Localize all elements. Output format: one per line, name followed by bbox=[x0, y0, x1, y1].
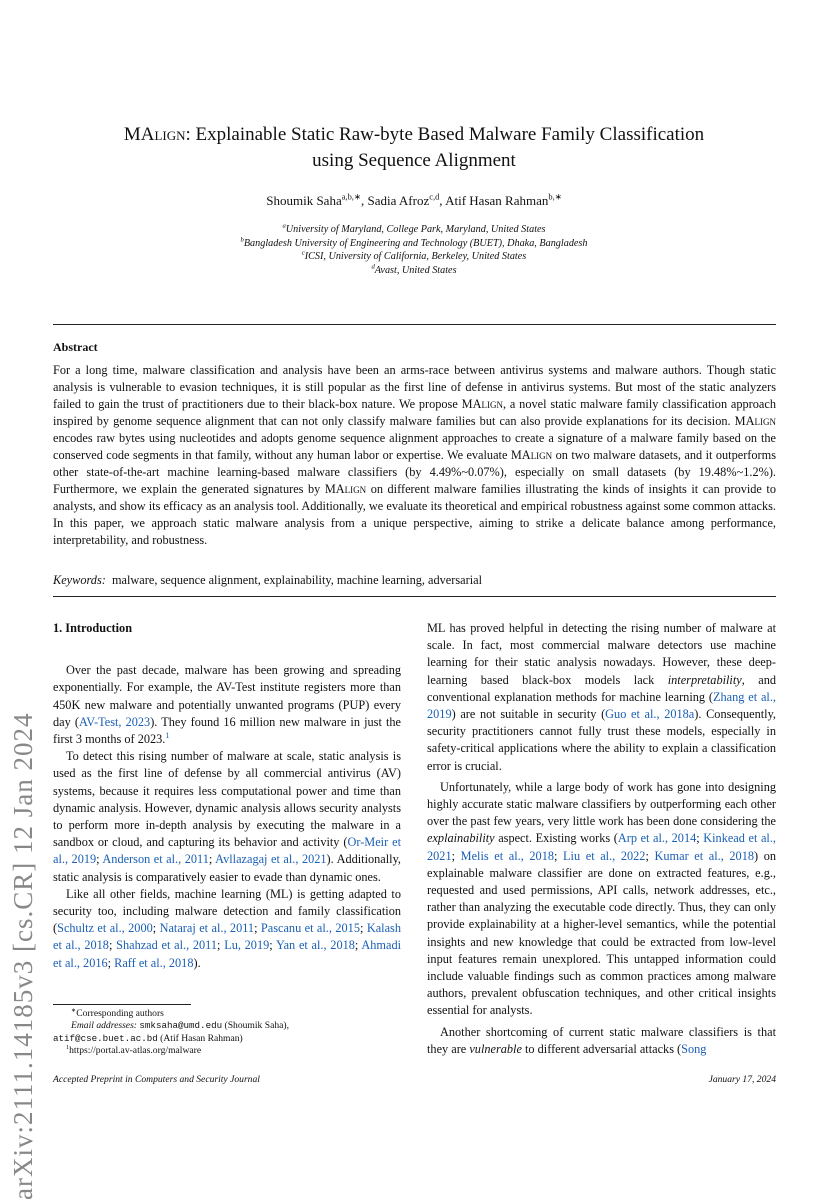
text-run: ). They found 16 million new malware in just the first 3 months of 2023. bbox=[53, 714, 401, 747]
footnote-mark: ∗ bbox=[71, 1006, 77, 1014]
header-divider bbox=[53, 324, 776, 325]
abstract-heading: Abstract bbox=[53, 340, 98, 354]
abstract-text bbox=[53, 362, 776, 549]
email-address[interactable]: smksaha@umd.edu bbox=[139, 1020, 223, 1032]
affiliation-line bbox=[60, 223, 768, 237]
malign-name: MA bbox=[324, 482, 345, 496]
affiliation-line bbox=[60, 237, 768, 251]
footnote-corresponding bbox=[53, 1008, 401, 1020]
text-run: aspect. Existing works ( bbox=[494, 831, 618, 846]
text-run: Another shortcoming of current static malware classifiers is that they are bbox=[427, 1024, 776, 1056]
affiliation-mark: d bbox=[371, 263, 375, 271]
author-affil-marks: c,d bbox=[429, 191, 440, 202]
citation-link[interactable]: Zhang et al., 2019 bbox=[427, 689, 776, 722]
malign-name-sc: lign bbox=[344, 482, 367, 496]
author-name: Shoumik Saha bbox=[266, 193, 342, 208]
affiliation-text: Bangladesh University of Engineering and Technology (BUET), Dhaka, Bangladesh bbox=[243, 237, 588, 249]
email-label: Email addresses: bbox=[71, 1020, 137, 1032]
footnote-mark: 1 bbox=[66, 1044, 70, 1052]
paper-title bbox=[60, 122, 768, 174]
text-run: ). bbox=[193, 955, 201, 970]
citation-link[interactable]: AV-Test, 2023 bbox=[78, 714, 151, 729]
citation-link[interactable]: Kalash et al., 2018 bbox=[53, 921, 401, 953]
citation-link[interactable]: Liu et al., 2022 bbox=[563, 848, 646, 863]
title-line1: : Explainable Static Raw-byte Based Malware Family Classification bbox=[185, 124, 705, 145]
malign-name: MA bbox=[734, 414, 755, 428]
citation-link[interactable]: Raff et al., 2018 bbox=[114, 955, 194, 970]
affiliation-mark: a bbox=[282, 222, 286, 230]
text-run: ) are not suitable in security ( bbox=[451, 707, 606, 722]
citation-link[interactable]: Anderson et al., 2011 bbox=[102, 852, 209, 867]
abstract-segment: on two malware datasets, and it outperforms other state-of-the-art machine learning-based malware classifiers (by 4.49%~0.07%), especially on small datasets (by 19.48%~1.2%). Furthermore, we explain the generated signatures by bbox=[53, 448, 776, 496]
left-column bbox=[53, 620, 401, 972]
text-run: To detect this rising number of malware at scale, static analysis is used as the first line of defense by all commercial antivirus (AV) systems, because it requires less computational power and time than dynamic analysis. However, dynamic analysis allows security analysts to perform more in-depth analysis by executing the malware in a sandbox or cloud, and capturing its behavior and activity ( bbox=[53, 749, 401, 850]
abstract-segment: on different malware families illustrating the kinds of insights it can provide to analysts, and show its efficacy as an analysis tool. Additionally, we evaluate its theoretical and empirical robustness against some common attacks. In this paper, we approach static malware analysis from a unique perspective, aiming to strike a delicate balance among performance, interpretability, and robustness. bbox=[53, 482, 776, 547]
keywords-line bbox=[53, 573, 482, 588]
citation-link[interactable]: Kumar et al., 2018 bbox=[654, 848, 754, 863]
author-affil-marks: a,b,∗ bbox=[341, 191, 361, 202]
citation-link[interactable]: Arp et al., 2014 bbox=[617, 831, 697, 846]
affiliation-mark: b bbox=[240, 236, 244, 244]
section-heading-introduction: 1. Introduction bbox=[53, 621, 133, 635]
footer-journal: Accepted Preprint in Computers and Security Journal bbox=[53, 1074, 260, 1085]
citation-link[interactable]: Ahmadi et al., 2016 bbox=[53, 938, 402, 970]
citation-link[interactable]: Song bbox=[681, 1041, 707, 1056]
citation-link[interactable]: Nataraj et al., 2011 bbox=[159, 921, 255, 936]
footnote-1 bbox=[53, 1045, 401, 1057]
malign-name: MA bbox=[461, 397, 482, 411]
citation-link[interactable]: Kinkead et al., 2021 bbox=[427, 831, 776, 863]
footnote-emails bbox=[53, 1020, 401, 1032]
emphasis: interpretability bbox=[667, 672, 742, 687]
abstract-segment: For a long time, malware classification and analysis have been an arms-race between antivirus systems and malware authors. Though static analysis is vulnerable to evasion techniques, it is still popular as the first line of defense in antivirus systems. But most of the static analyzers failed to gain the trust of practitioners due to their black-box nature. We propose bbox=[53, 363, 776, 411]
text-run: ). Additionally, static analysis is comparatively easier to evade than dynamic ones. bbox=[53, 852, 402, 884]
text-run: Like all other fields, machine learning (ML) is getting adapted to security too, including malware detection and family classification ( bbox=[53, 886, 401, 936]
paragraph bbox=[427, 1024, 776, 1058]
affiliation-mark: c bbox=[301, 249, 305, 257]
text-run: ). Consequently, security practitioners cannot fully trust these models, especially in safety-critical applications where the ability to explain a classification error is crucial. bbox=[427, 707, 776, 773]
affiliation-text: ICSI, University of California, Berkeley, United States bbox=[304, 251, 527, 263]
citation-link[interactable]: Melis et al., 2018 bbox=[460, 848, 554, 863]
paragraph: Unfortunately, while a large body of work has gone into designing highly accurate static malware classifiers by outperforming each other over the past few years, very little work has been done considering the explainability aspect. Existing works (Arp et al., 2014; Kinkead et al., 2021; Melis et al., 2018; Liu et al., 2022; Kumar et al., 2018) on explainable malware classifier are done on extracted features, e.g., requested and used permissions, API calls, network addresses, etc., rather than analyzing the executable code directly. Thus, they can only provide explainability at a higher-level semantics, while the potential insights and new knowledge that could be extracted from low-level input features remain unexplored. This untapped information could include valuable findings such as common practices among malware authors, prevalent obfuscation techniques, and other critical insights essential for analysts. bbox=[427, 779, 777, 1018]
author-name: Atif Hasan Rahman bbox=[445, 193, 549, 208]
citation-link[interactable]: Schultz et al., 2000 bbox=[57, 921, 153, 936]
text-run: Over the past decade, malware has been growing and spreading exponentially. For example, the AV-Test institute registers more than 450K new malware and potentially unwanted programs (PUP) every day ( bbox=[53, 663, 401, 729]
affiliation-text: Avast, United States bbox=[374, 264, 457, 276]
author-list: Shoumik Saha$^{a,b,∗}$, Sadia Afroz$^{c,d}$, Atif Hasan Rahman$^{b,∗}$ bbox=[266, 191, 562, 208]
text-run: ML has proved helpful in detecting the rising number of malware at scale. In fact, most commercial malware detectors use machine learning for their static analysis nowadays. However, these deep-learning based black-box models lack bbox=[427, 621, 776, 687]
malign-name: MA bbox=[510, 448, 531, 462]
arxiv-identifier-stamp: arXiv:2111.14185v3 [cs.CR] 12 Jan 2024 bbox=[8, 712, 38, 1200]
malign-name-sc: lign bbox=[481, 397, 503, 411]
citation-link[interactable]: Pascanu et al., 2015 bbox=[260, 921, 360, 936]
text-run: ) on explainable malware classifier are done on extracted features, e.g., requested and used permissions, API calls, network addresses, etc., rather than analyzing the executable code directly. Thus, they can only provide explainability at a higher-level semantics, while the potential insights and new knowledge that could be extracted from low-level input features remain unexplored. This untapped information could include valuable findings such as common practices among malware authors, prevalent obfuscation techniques, and other critical insights essential for analysts. bbox=[427, 848, 777, 1018]
paragraph bbox=[53, 662, 401, 748]
email-address[interactable]: atif@cse.buet.ac.bd bbox=[53, 1032, 158, 1044]
title-line2: using Sequence Alignment bbox=[312, 150, 516, 171]
footnote-text: Corresponding authors bbox=[76, 1008, 164, 1019]
emphasis: vulnerable bbox=[469, 1041, 522, 1056]
affiliation-line bbox=[60, 250, 768, 264]
author-name: Sadia Afroz bbox=[367, 193, 430, 208]
footnote-url[interactable]: https://portal.av-atlas.org/malware bbox=[69, 1045, 202, 1057]
paragraph: Like all other fields, machine learning (ML) is getting adapted to security too, including malware detection and family classification (Schultz et al., 2000; Nataraj et al., 2011; Pascanu et al., 2015; Kalash et al., 2018; Shahzad et al., 2011; Lu, 2019; Yan et al., 2018; Ahmadi et al., 2016; Raff et al., 2018). bbox=[53, 886, 402, 970]
email-owner: (Shoumik Saha), bbox=[222, 1020, 289, 1032]
citation-link[interactable]: Avllazagaj et al., 2021 bbox=[215, 852, 327, 867]
citation-link[interactable]: Or-Meir et al., 2019 bbox=[53, 835, 401, 867]
title-name-prefix: MA bbox=[123, 124, 155, 145]
malign-name-sc: lign bbox=[530, 448, 553, 462]
keywords-text: malware, sequence alignment, explainability, machine learning, adversarial bbox=[111, 573, 482, 587]
citation-link[interactable]: Shahzad et al., 2011 bbox=[116, 938, 218, 953]
abstract-segment: encodes raw bytes using nucleotides and adopts genome sequence alignment approaches to create a signature of a malware family based on the conserved code segments in that family, without any human labor or expertise. We evaluate bbox=[53, 431, 776, 462]
title-name-smallcaps: lign bbox=[154, 124, 186, 145]
author-affil-marks: b,∗ bbox=[548, 191, 562, 202]
citation-link[interactable]: Guo et al., 2018a bbox=[605, 707, 695, 722]
text-run: to different adversarial attacks ( bbox=[521, 1041, 682, 1056]
footnote-link[interactable]: 1 bbox=[165, 730, 170, 740]
affiliations bbox=[60, 223, 768, 277]
footnotes bbox=[53, 1008, 401, 1058]
footnote-divider bbox=[53, 1004, 191, 1005]
emphasis: explainability bbox=[427, 831, 495, 846]
footer-date: January 17, 2024 bbox=[708, 1074, 776, 1085]
email-owner: (Atif Hasan Rahman) bbox=[157, 1032, 243, 1044]
right-column bbox=[427, 620, 776, 1058]
citation-link[interactable]: Yan et al., 2018 bbox=[275, 938, 355, 953]
affiliation-line bbox=[60, 264, 768, 278]
keywords-label: Keywords: bbox=[53, 573, 106, 587]
text-run: , and conventional explanation methods for machine learning ( bbox=[427, 672, 776, 704]
footnote-emails-cont bbox=[53, 1033, 401, 1045]
paragraph: To detect this rising number of malware at scale, static analysis is used as the first line of defense by all commercial antivirus (AV) systems, because it requires less computational power and time than dynamic analysis. However, dynamic analysis allows security analysts to perform more in-depth analysis by executing the malware in a sandbox or cloud, and capturing its behavior and activity (Or-Meir et al., 2019; Anderson et al., 2011; Avllazagaj et al., 2021). Additionally, static analysis is comparatively easier to evade than dynamic ones. bbox=[53, 749, 402, 884]
citation-link[interactable]: Lu, 2019 bbox=[224, 938, 270, 953]
text-run: Unfortunately, while a large body of work has gone into designing highly accurate static malware classifiers by outperforming each other over the past few years, very little work has been done considering the bbox=[427, 779, 776, 829]
malign-name-sc: lign bbox=[754, 414, 776, 428]
abstract-segment: , a novel static malware family classification approach inspired by genome sequence alignment that can not only classify malware families but can also provide explanations for its decision. bbox=[53, 397, 776, 428]
abstract-divider bbox=[53, 596, 776, 597]
affiliation-text: University of Maryland, College Park, Maryland, United States bbox=[285, 224, 546, 235]
paragraph bbox=[427, 620, 776, 775]
